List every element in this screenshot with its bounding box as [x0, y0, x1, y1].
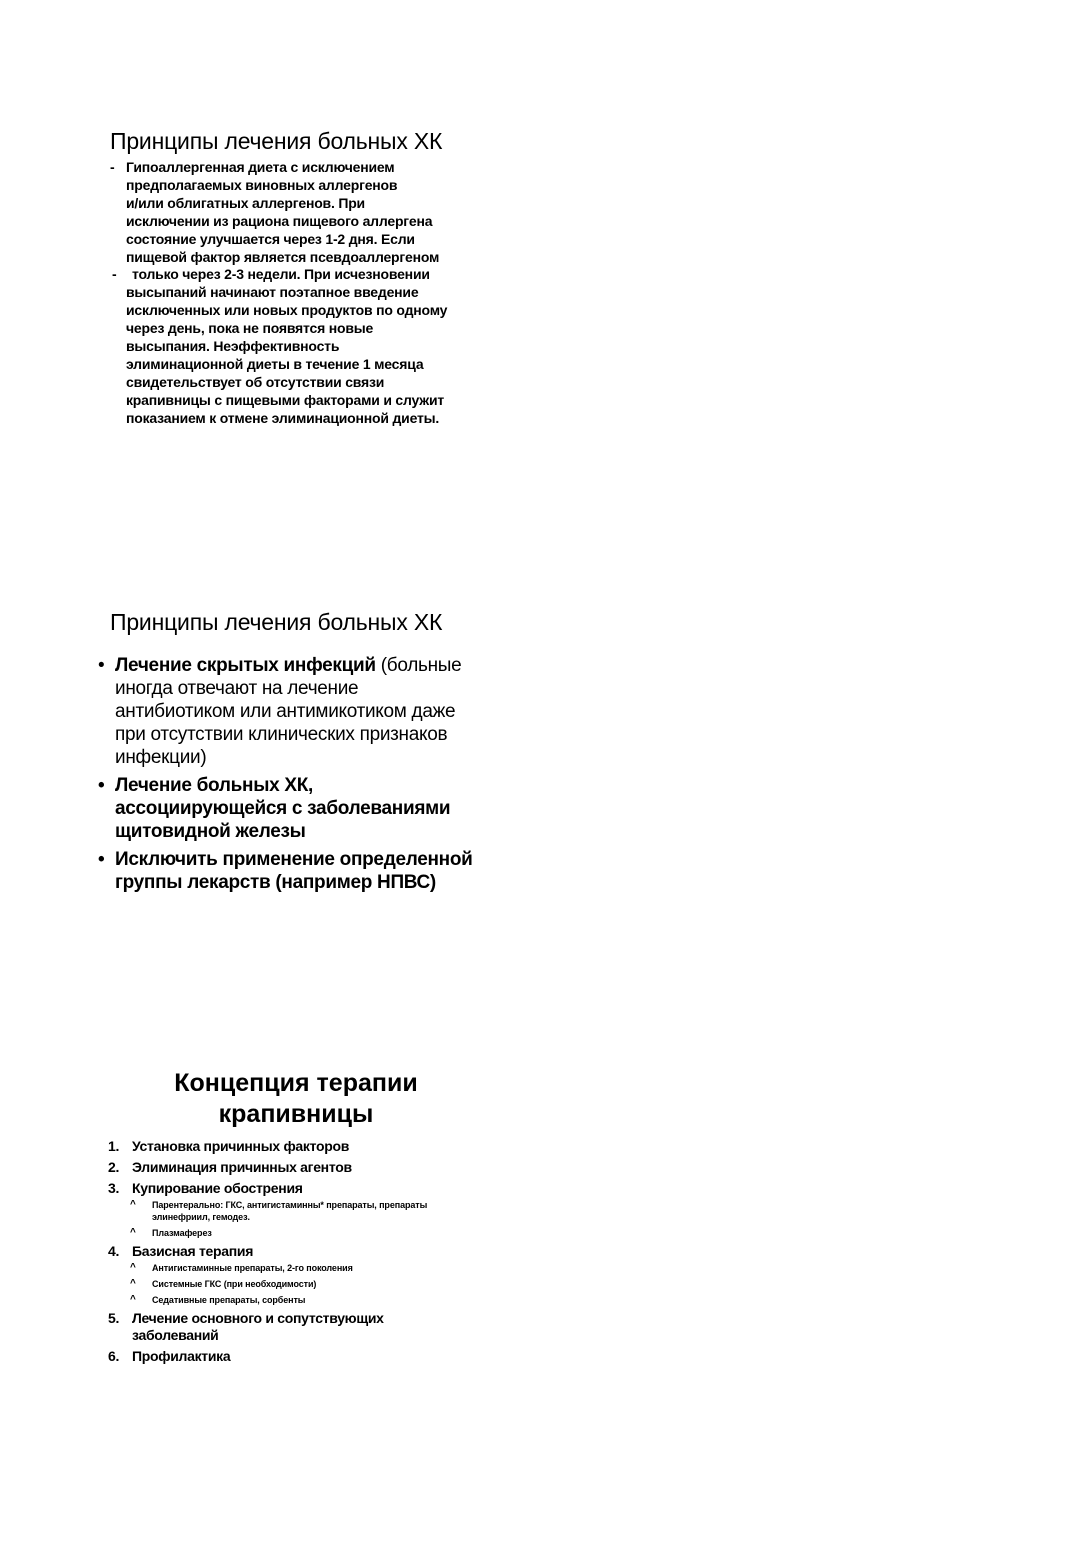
text-line: пищевой фактор является псевдоаллергеном	[126, 248, 440, 265]
slide-therapy-concept	[106, 1068, 496, 1369]
text-line: свидетельствует об отсутствии связи	[126, 373, 385, 390]
item-number: 1.	[108, 1138, 120, 1154]
sub-list-item	[132, 1199, 496, 1223]
text-line: Лечение больных ХК,	[115, 775, 314, 796]
bullet-icon: •	[98, 849, 105, 870]
list-item	[106, 1310, 496, 1344]
item-number: 2.	[108, 1159, 120, 1175]
item-number: 6.	[108, 1348, 120, 1364]
text-line: Профилактика	[132, 1348, 231, 1364]
text-line: щитовидной железы	[115, 821, 306, 842]
bullet-icon: •	[98, 775, 105, 796]
text-line: Элиминация причинных агентов	[132, 1159, 352, 1175]
text-line: группы лекарств (например НПВС)	[115, 872, 436, 893]
list-item	[106, 1243, 496, 1306]
text-line: показанием к отмене элиминационной диеты.	[126, 409, 440, 426]
text-line: Лечение основного и сопутствующих	[132, 1310, 384, 1326]
sub-list-item	[132, 1262, 496, 1274]
text-line: и/или облигатных аллергенов. При	[126, 194, 365, 211]
list-item-drugs	[98, 848, 510, 894]
slide-treatment-principles	[98, 609, 510, 899]
text-line: Седативные препараты, сорбенты	[152, 1295, 306, 1305]
slide-diet-principles	[110, 128, 510, 428]
title-line: крапивницы	[218, 1100, 374, 1128]
bullet-icon: •	[98, 655, 105, 676]
text-line: крапивницы с пищевыми факторами и служит	[126, 391, 445, 408]
text-line: элинефриил, гемодез.	[152, 1212, 250, 1222]
numbered-list	[106, 1138, 496, 1365]
list-item	[106, 1159, 496, 1176]
list-item-infections	[98, 654, 510, 769]
emphasis-text: Лечение скрытых инфекций	[115, 655, 376, 676]
text-line: высыпаний начинают поэтапное введение	[126, 284, 419, 301]
text-fragment: (больные	[375, 655, 462, 676]
text-line: Плазмаферез	[152, 1228, 212, 1238]
text-line: исключении из рациона пищевого аллергена	[126, 212, 433, 229]
text-line: высыпания. Неэффективность	[126, 338, 340, 355]
text-line: иногда отвечают на лечение	[115, 678, 359, 699]
text-line: состояние улучшается через 1-2 дня. Если	[126, 230, 415, 247]
title-line: Концепция терапии	[174, 1069, 418, 1097]
sub-list-item	[132, 1278, 496, 1290]
caret-marker: ^	[130, 1262, 136, 1273]
text-line-content: только через 2-3 недели. При исчезновении	[132, 266, 430, 283]
text-line: Парентерально: ГКС, антигистаминны* препараты, препараты	[152, 1200, 428, 1210]
caret-marker: ^	[130, 1294, 136, 1305]
sub-list	[132, 1199, 496, 1239]
text-line: Купирование обострения	[132, 1180, 303, 1196]
item-number: 4.	[108, 1243, 120, 1259]
text-line: Системные ГКС (при необходимости)	[152, 1279, 317, 1289]
text-line: Исключить применение определенной	[115, 849, 473, 870]
slide-title: Принципы лечения больных ХК	[110, 128, 443, 154]
list-item-diet	[110, 159, 510, 428]
slide-title: Принципы лечения больных ХК	[110, 609, 443, 635]
text-line: Установка причинных факторов	[132, 1138, 350, 1154]
text-line: Антигистаминные препараты, 2-го поколения	[152, 1263, 353, 1273]
text-line	[115, 654, 510, 677]
sub-list	[132, 1262, 496, 1306]
text-line: исключенных или новых продуктов по одному	[126, 302, 448, 319]
sub-list-item	[132, 1294, 496, 1306]
text-line: элиминационной диеты в течение 1 месяца	[126, 355, 424, 372]
item-number: 3.	[108, 1180, 120, 1196]
list-item	[106, 1138, 496, 1155]
text-line: заболеваний	[132, 1327, 219, 1343]
caret-marker: ^	[130, 1199, 136, 1210]
text-line: через день, пока не появятся новые	[126, 320, 374, 337]
slide-title	[106, 1068, 486, 1130]
bullet-list	[98, 654, 510, 894]
list-item	[106, 1348, 496, 1365]
text-line: предполагаемых виновных аллергенов	[126, 176, 398, 193]
text-line	[112, 266, 510, 284]
text-line: ассоциирующейся с заболеваниями	[115, 798, 451, 819]
caret-marker: ^	[130, 1227, 136, 1238]
sub-list-item	[132, 1227, 496, 1239]
text-line: при отсутствии клинических признаков	[115, 724, 448, 745]
text-line: антибиотиком или антимикотиком даже	[115, 701, 456, 722]
text-line: инфекции)	[115, 747, 207, 768]
text-line: Базисная терапия	[132, 1243, 254, 1259]
dash-marker: -	[110, 159, 115, 175]
item-number: 5.	[108, 1310, 120, 1326]
list-item	[106, 1180, 496, 1239]
caret-marker: ^	[130, 1278, 136, 1289]
list-item-thyroid	[98, 774, 510, 843]
text-line: Гипоаллергенная диета с исключением	[126, 159, 395, 175]
dash-marker: -	[112, 266, 117, 283]
